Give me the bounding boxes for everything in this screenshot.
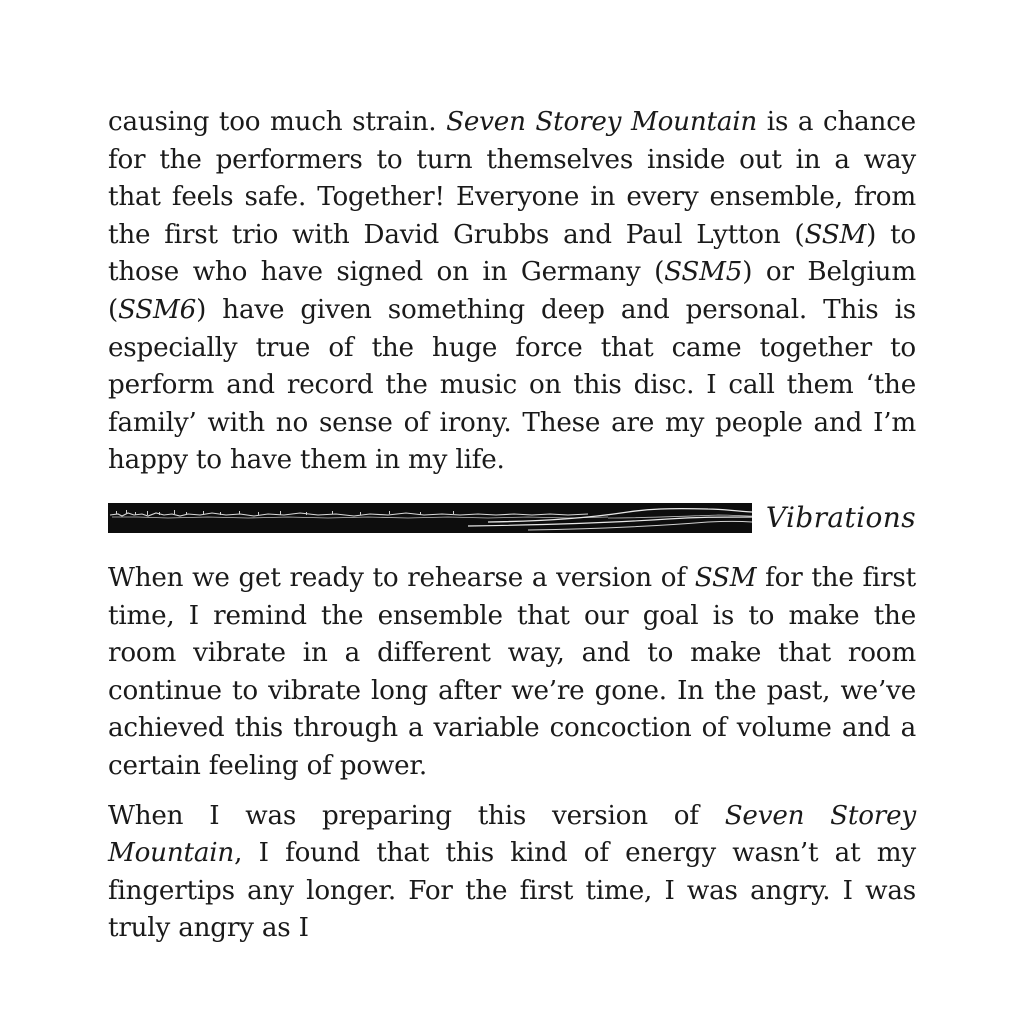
- text-run: ) to those who have signed on in Germany (: [108, 219, 916, 288]
- text-run: When we get ready to rehearse a version of: [108, 562, 695, 593]
- text-run: ) have given something deep and personal. This is especially true of the huge force that came together to perform and record the music on this disc. I call them ‘the family’ with no sense of irony. These are my people and I’m happy to have them in my life.: [108, 294, 916, 476]
- text-run: is a chance for the performers to turn themselves inside out in a way that feels safe. Together! Everyone in every ensemble, from the first trio with David Grubbs and Paul Lytton (: [108, 107, 916, 250]
- waveform-bar-image: [108, 500, 752, 536]
- waveform-graphic: [108, 500, 752, 536]
- text-run: When I was preparing this version of: [108, 800, 725, 831]
- paragraph-preparing: [108, 798, 916, 948]
- paragraph-vibrations: [108, 560, 916, 786]
- document-page: [108, 104, 916, 948]
- text-run: causing too much strain.: [108, 107, 447, 137]
- text-run: , I found that this kind of energy wasn’t at my fingertips any longer. For the first time, I was angry. I was truly angry as I: [108, 838, 916, 944]
- italic-title-run: SSM6: [118, 294, 197, 325]
- italic-title-run: SSM: [694, 562, 757, 593]
- paragraph-family: [108, 104, 916, 480]
- section-title: Vibrations: [765, 500, 916, 534]
- text-run: for the first time, I remind the ensemble that our goal is to make the room vibrate in a different way, and to make that room continue to vibrate long after we’re gone. In the past, we’ve achieved this through a variable concoction of volume and a certain feeling of power.: [108, 562, 916, 781]
- italic-title-run: Seven Storey Mountain: [446, 107, 758, 137]
- italic-title-run: Seven Storey Mountain: [108, 800, 916, 869]
- italic-title-run: SSM5: [664, 257, 743, 288]
- italic-title-run: SSM: [804, 219, 867, 250]
- section-header: [108, 498, 916, 538]
- text-run: ) or Belgium (: [108, 257, 916, 325]
